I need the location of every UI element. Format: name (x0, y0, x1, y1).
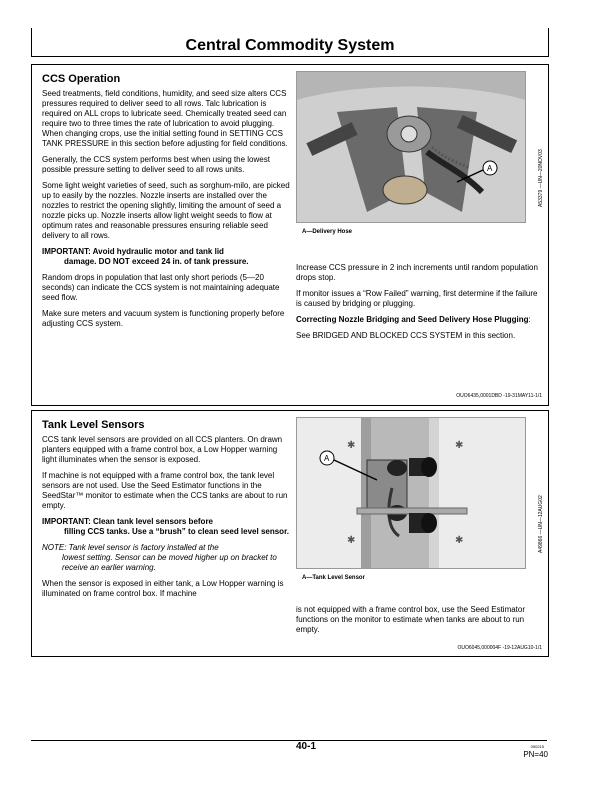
paragraph: CCS tank level sensors are provided on all CCS planters. On drawn planters equipped with a frame control box, a Low Hopper warning light illuminates when the sensor is exposed. (42, 435, 283, 464)
paragraph: Random drops in population that last only short periods (5—20 seconds) can indicate the CCS system is not maintaining adequate seed flow. (42, 273, 280, 302)
reference-code: OUO6435,0001DBD -19-31MAY11-1/1 (456, 393, 542, 399)
paragraph: is not equipped with a frame control box, use the Seed Estimator functions on the monitor to estimate when tanks are about to run empty. (296, 605, 526, 634)
paragraph: Generally, the CCS system performs best when using the lowest possible pressure setting to deliver seed to all rows units. (42, 155, 270, 174)
subheading-text: Correcting Nozzle Bridging and Seed Delivery Hose Plugging (296, 315, 529, 324)
note-rest: lowest setting. Sensor can be moved higher up on bracket to receive an earlier warning. (62, 553, 277, 572)
right-column (296, 263, 542, 347)
section-heading: CCS Operation (42, 73, 121, 85)
paragraph: Make sure meters and vacuum system is functioning properly before adjusting CCS system. (42, 309, 285, 328)
paragraph: When the sensor is exposed in either tank, a Low Hopper warning is illuminated on frame control box. If machine (42, 579, 284, 598)
important-notice (42, 247, 292, 267)
figure-caption: A—Tank Level Sensor (302, 575, 365, 581)
paragraph: If machine is not equipped with a frame control box, the tank level sensors are not used. Use the Seed Estimator functions in the SeedStar™ monitor to estimate when the CCS tanks are about to run empty. (42, 471, 288, 510)
pn-label: PN=40 (523, 750, 548, 759)
paragraph: See BRIDGED AND BLOCKED CCS SYSTEM in this section. (296, 331, 516, 340)
right-column (296, 605, 542, 641)
figure-caption: A—Delivery Hose (302, 229, 353, 235)
important-first-line: IMPORTANT: Avoid hydraulic motor and tank lid (42, 247, 224, 256)
svg-text:✱: ✱ (455, 440, 464, 451)
delivery-hose-illustration (297, 72, 525, 222)
note-first-line: NOTE: Tank level sensor is factory installed at the (42, 543, 219, 552)
paragraph: Increase CCS pressure in 2 inch increments until random population drops stop. (296, 263, 538, 282)
important-rest: damage. DO NOT exceed 24 in. of tank pressure. (64, 257, 249, 266)
paragraph: Some light weight varieties of seed, such as sorghum-milo, are picked up to easily by the nozzles. Nozzle inserts are installed over the nozzles to restrict the opening slightly, limiting the amount of seed a nozzle picks up. Nozzle inserts allow light weight seeds to flow at optimum rates and reasonable pressures ensuring reliable seed delivery to all rows. (42, 181, 290, 240)
left-column (42, 89, 292, 335)
tank-level-sensor-figure (296, 417, 526, 569)
svg-text:✱: ✱ (347, 440, 356, 451)
svg-text:✱: ✱ (347, 535, 356, 546)
important-notice (42, 517, 292, 537)
figure-code: A53379 —UN—20NOV03 (538, 149, 544, 207)
figure-code: A49866 —UN—12AUG02 (538, 495, 544, 553)
section-tank-level-sensors (31, 410, 549, 657)
paragraph: If monitor issues a “Row Failed” warning, first determine if the failure is caused by bridging or plugging. (296, 289, 538, 308)
note (42, 543, 292, 573)
footer-code: 050215 (530, 744, 544, 749)
page-number: 40-1 (295, 741, 316, 752)
paragraph: Seed treatments, field conditions, humidity, and seed size alters CCS pressures required to deliver seed to all rows. Talc lubrication is required on ALL crops to lubricate seed. Chemically treated seed can require two to three times the rate of lubrication to avoid plugging. When changing crops, use the initial setting found in SETTING CCS TANK PRESSURE in this section before adjusting for field conditions. (42, 89, 288, 148)
section-heading: Tank Level Sensors (42, 419, 145, 431)
delivery-hose-figure (296, 71, 526, 223)
reference-code: OUO6045,000004F -19-12AUG10-1/1 (457, 645, 542, 651)
left-column (42, 435, 292, 605)
important-first-line: IMPORTANT: Clean tank level sensors before (42, 517, 214, 526)
figure-callout: A (487, 164, 493, 173)
tank-sensor-illustration (297, 418, 525, 568)
section-ccs-operation (31, 64, 549, 406)
svg-text:✱: ✱ (455, 535, 464, 546)
subheading (296, 315, 542, 325)
important-rest: filling CCS tanks. Use a “brush” to clean seed level sensor. (64, 527, 289, 536)
page-title: Central Commodity System (31, 28, 549, 57)
figure-callout: A (324, 454, 330, 463)
subheading-suffix: : (528, 315, 531, 324)
